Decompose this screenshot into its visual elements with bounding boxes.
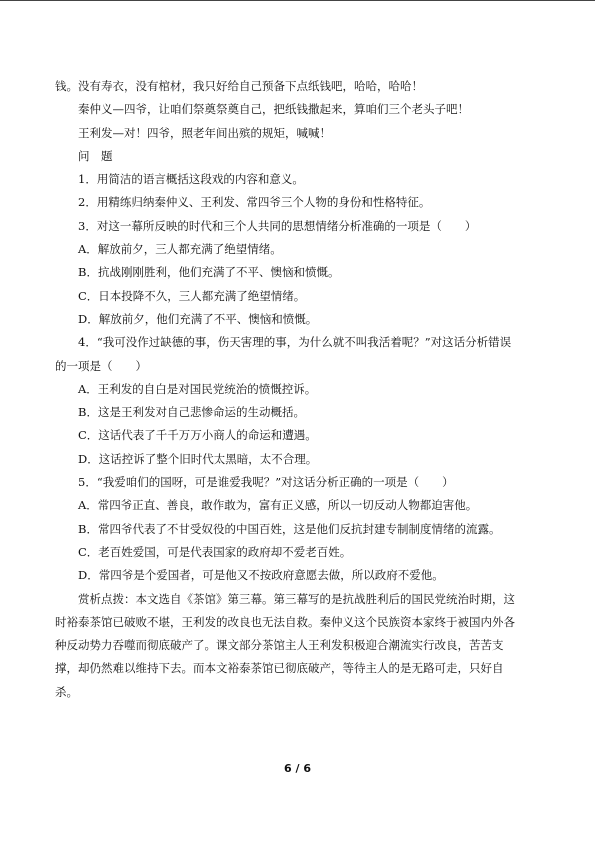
question-3-option-b: B．抗战刚刚胜利，他们充满了不平、懊恼和愤慨。 [78,265,340,280]
question-3-option-d: D．解放前夕，他们充满了不平、懊恼和愤慨。 [78,311,318,326]
question-2: 2．用精练归纳秦仲义、王利发、常四爷三个人物的身份和性格特征。 [78,195,431,210]
question-5-option-b: B．常四爷代表了不甘受奴役的中国百姓，这是他们反抗封建专制制度情绪的流露。 [78,521,501,536]
question-4-continued: 的一项是（ ） [55,358,147,373]
analysis-line-3: 种反动势力吞噬而彻底破产了。课文部分茶馆主人王利发积极迎合潮流实行改良，苦苦支 [55,638,504,653]
question-5-option-d: D．常四爷是个爱国者，可是他又不按政府意愿去做，所以政府不爱他。 [78,568,444,583]
text-line-3: 王利发—对！四爷，照老年间出殡的规矩，喊喊！ [78,125,331,140]
question-4-option-d: D．这话控诉了整个旧时代太黑暗，太不合理。 [78,451,318,466]
question-1: 1．用简洁的语言概括这段戏的内容和意义。 [78,172,304,187]
question-5: 5．“我爱咱们的国呀，可是谁爱我呢？”对这话分析正确的一项是（ ） [78,475,454,490]
question-5-option-c: C．老百姓爱国，可是代表国家的政府却不爱老百姓。 [78,544,352,559]
question-4-option-c: C．这话代表了千千万万小商人的命运和遭遇。 [78,428,317,443]
analysis-line-2: 时裕泰茶馆已破败不堪，王利发的改良也无法自救。秦仲义这个民族资本家终于被国内外各 [55,614,515,629]
question-3-option-a: A．解放前夕，三人都充满了绝望情绪。 [78,242,282,257]
question-4-option-b: B．这是王利发对自己悲惨命运的生动概括。 [78,405,305,420]
analysis-line-4: 撑，却仍然难以维持下去。而本文裕泰茶馆已彻底破产，等待主人的是无路可走，只好自 [55,661,504,676]
text-line-1: 钱。没有寿衣，没有棺材，我只好给自己预备下点纸钱吧，哈哈，哈哈！ [55,79,423,93]
question-4: 4．“我可没作过缺德的事，伤天害理的事，为什么就不叫我活着呢？”对这话分析错误 [78,335,512,350]
document-body [55,75,545,704]
question-5-option-a: A．常四爷正直、善良，敢作敢为，富有正义感，所以一切反动人物都迫害他。 [78,498,478,513]
analysis-line-5: 杀。 [55,684,78,699]
question-4-option-a: A．王利发的自白是对国民党统治的愤慨控诉。 [78,381,317,396]
question-3-option-c: C．日本投降不久，三人都充满了绝望情绪。 [78,288,306,303]
questions-heading: 问 题 [78,148,113,163]
top-border-line [0,0,595,1]
text-line-2: 秦仲义—四爷，让咱们祭奠祭奠自己，把纸钱撒起来，算咱们三个老头子吧！ [78,102,469,117]
analysis-line-1: 赏析点拨：本文选自《茶馆》第三幕。第三幕写的是抗战胜利后的国民党统治时期，这 [78,591,515,606]
page-number: 6 / 6 [284,762,311,775]
question-3: 3．对这一幕所反映的时代和三个人共同的思想情绪分析准确的一项是（ ） [78,218,477,233]
